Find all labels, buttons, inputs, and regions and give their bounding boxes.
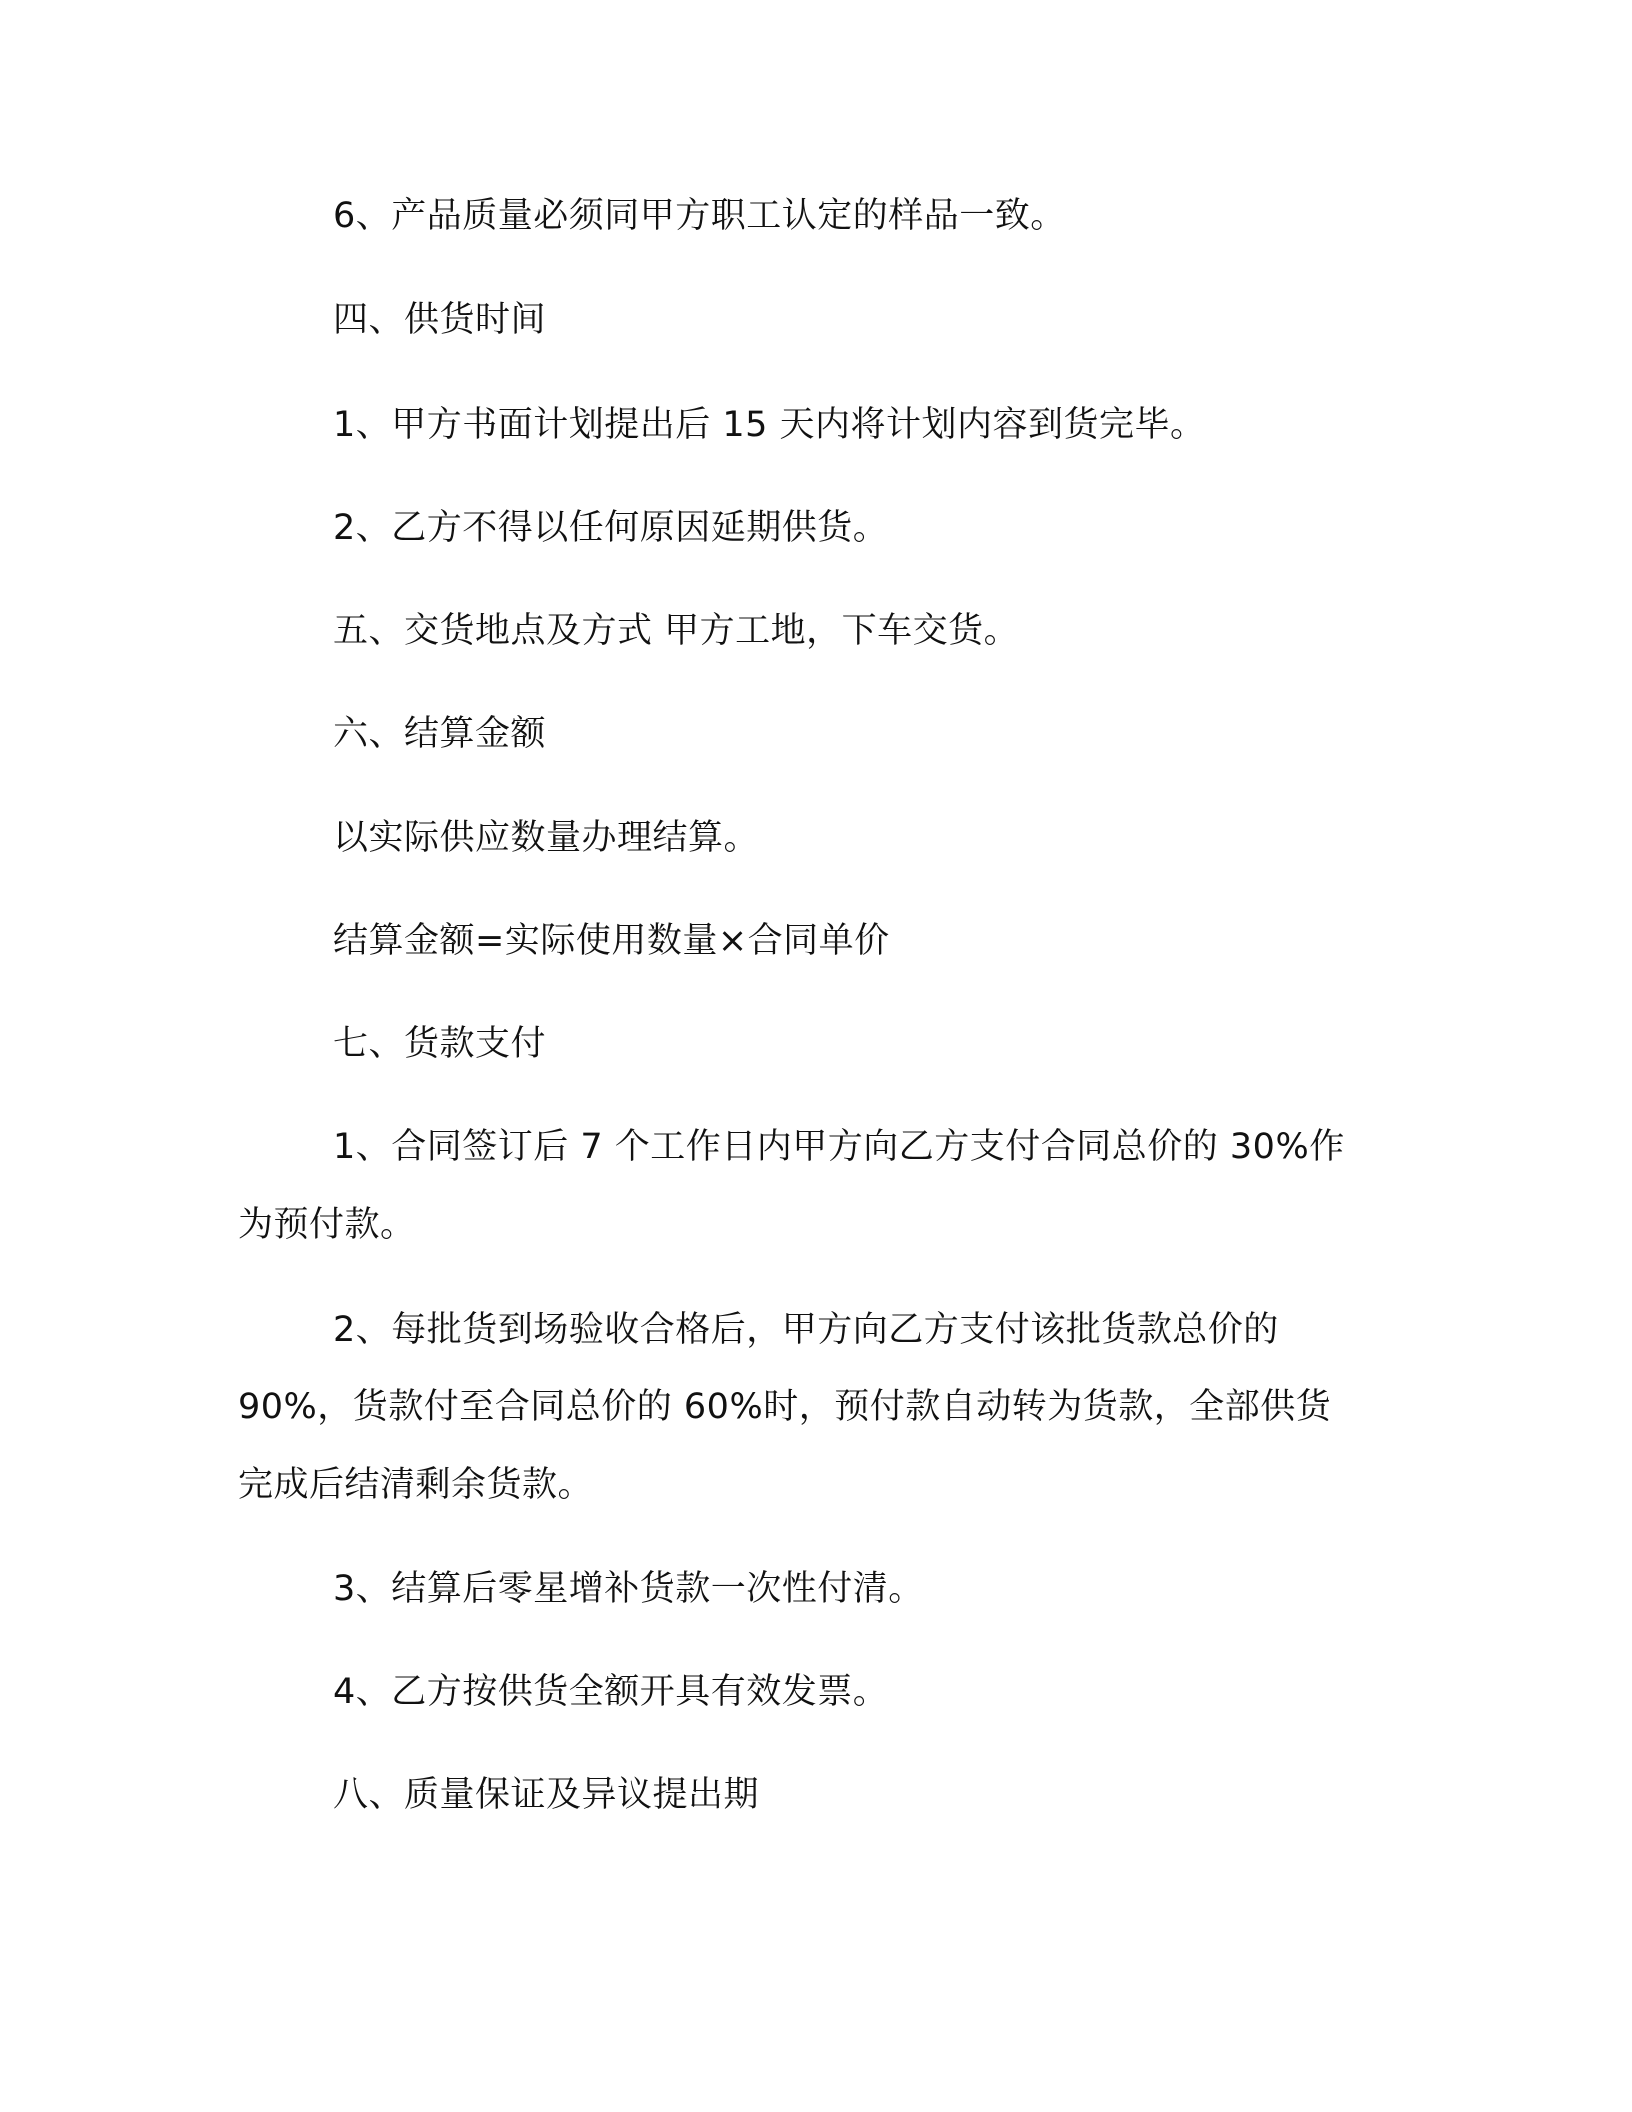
clause-4-2-no-delay: 2、乙方不得以任何原因延期供货。 (333, 508, 889, 548)
clause-7-4-invoice: 4、乙方按供货全额开具有效发票。 (333, 1672, 889, 1712)
clause-4-1-delivery-days: 1、甲方书面计划提出后 15 天内将计划内容到货完毕。 (333, 405, 1206, 445)
clause-7-2-line-2: 90%，货款付至合同总价的 60%时，预付款自动转为货款，全部供货 (238, 1387, 1332, 1427)
clause-7-1-line-2: 为预付款。 (238, 1205, 416, 1245)
settlement-formula: 结算金额=实际使用数量×合同单价 (333, 921, 890, 961)
section-7-heading: 七、货款支付 (333, 1024, 547, 1064)
clause-7-3-one-time-payment: 3、结算后零星增补货款一次性付清。 (333, 1569, 924, 1609)
clause-7-1-line-1: 1、合同签订后 7 个工作日内甲方向乙方支付合同总价的 30%作 (333, 1127, 1345, 1167)
section-8-heading: 八、质量保证及异议提出期 (333, 1775, 760, 1815)
clause-7-2-line-3: 完成后结清剩余货款。 (238, 1465, 594, 1505)
settlement-basis: 以实际供应数量办理结算。 (333, 818, 760, 858)
clause-7-2-line-1: 2、每批货到场验收合格后，甲方向乙方支付该批货款总价的 (333, 1310, 1279, 1350)
clause-6-quality-sample: 6、产品质量必须同甲方职工认定的样品一致。 (333, 196, 1066, 236)
section-5-delivery-place: 五、交货地点及方式 甲方工地，下车交货。 (333, 611, 1020, 651)
section-4-heading: 四、供货时间 (333, 300, 547, 340)
section-6-heading: 六、结算金额 (333, 714, 547, 754)
